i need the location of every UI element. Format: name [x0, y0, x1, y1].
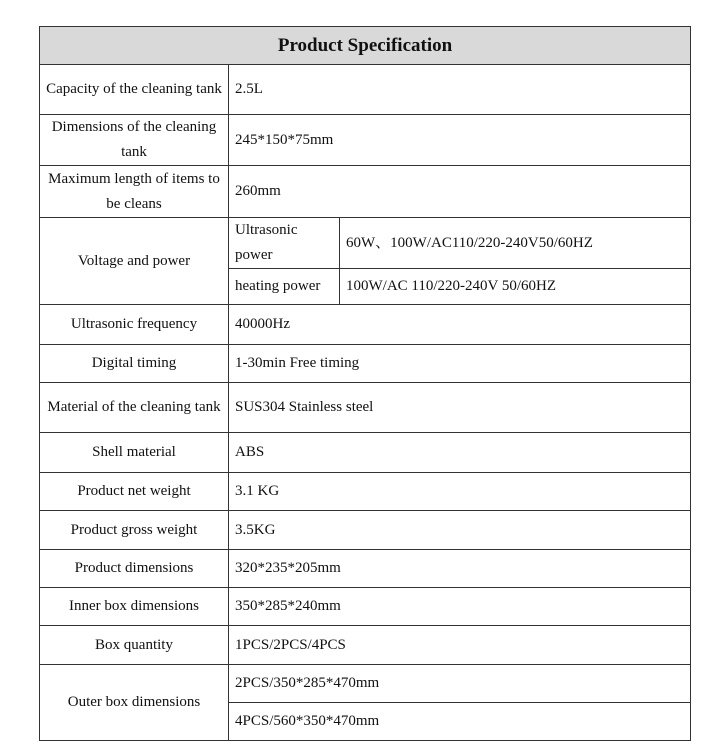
- table-row: [40, 550, 691, 588]
- table-row: [40, 511, 691, 550]
- outer-box-label: Outer box dimensions: [40, 665, 229, 741]
- product-dimensions-label: Product dimensions: [40, 550, 229, 588]
- table-title: Product Specification: [40, 27, 691, 65]
- inner-box-label: Inner box dimensions: [40, 588, 229, 626]
- heating-power-label: heating power: [229, 269, 340, 305]
- table-row: [40, 473, 691, 511]
- table-row: [40, 626, 691, 665]
- frequency-value: 40000Hz: [229, 305, 691, 345]
- outer-box-value-1: 2PCS/350*285*470mm: [229, 665, 691, 703]
- table-row: [40, 383, 691, 433]
- product-dimensions-value: 320*235*205mm: [229, 550, 691, 588]
- box-quantity-value: 1PCS/2PCS/4PCS: [229, 626, 691, 665]
- max-length-label: Maximum length of items to be cleans: [40, 166, 229, 218]
- dimensions-label: Dimensions of the cleaning tank: [40, 115, 229, 166]
- dimensions-value: 245*150*75mm: [229, 115, 691, 166]
- table-row: [40, 166, 691, 218]
- heating-power-value: 100W/AC 110/220-240V 50/60HZ: [340, 269, 691, 305]
- spec-table: [39, 26, 691, 741]
- voltage-label: Voltage and power: [40, 218, 229, 305]
- table-row: [40, 65, 691, 115]
- ultrasonic-power-label: Ultrasonic power: [229, 218, 340, 269]
- spec-sheet: [39, 26, 690, 741]
- title-row: [40, 27, 691, 65]
- shell-label: Shell material: [40, 433, 229, 473]
- capacity-label: Capacity of the cleaning tank: [40, 65, 229, 115]
- net-weight-label: Product net weight: [40, 473, 229, 511]
- table-row: [40, 345, 691, 383]
- outer-box-value-2: 4PCS/560*350*470mm: [229, 703, 691, 741]
- capacity-value: 2.5L: [229, 65, 691, 115]
- material-value: SUS304 Stainless steel: [229, 383, 691, 433]
- max-length-value: 260mm: [229, 166, 691, 218]
- inner-box-value: 350*285*240mm: [229, 588, 691, 626]
- timing-label: Digital timing: [40, 345, 229, 383]
- frequency-label: Ultrasonic frequency: [40, 305, 229, 345]
- table-row: [40, 115, 691, 166]
- shell-value: ABS: [229, 433, 691, 473]
- net-weight-value: 3.1 KG: [229, 473, 691, 511]
- gross-weight-value: 3.5KG: [229, 511, 691, 550]
- box-quantity-label: Box quantity: [40, 626, 229, 665]
- table-row: [40, 588, 691, 626]
- table-row: [40, 305, 691, 345]
- timing-value: 1-30min Free timing: [229, 345, 691, 383]
- table-row: [40, 218, 691, 269]
- ultrasonic-power-value: 60W、100W/AC110/220-240V50/60HZ: [340, 218, 691, 269]
- material-label: Material of the cleaning tank: [40, 383, 229, 433]
- table-row: [40, 665, 691, 703]
- table-row: [40, 433, 691, 473]
- gross-weight-label: Product gross weight: [40, 511, 229, 550]
